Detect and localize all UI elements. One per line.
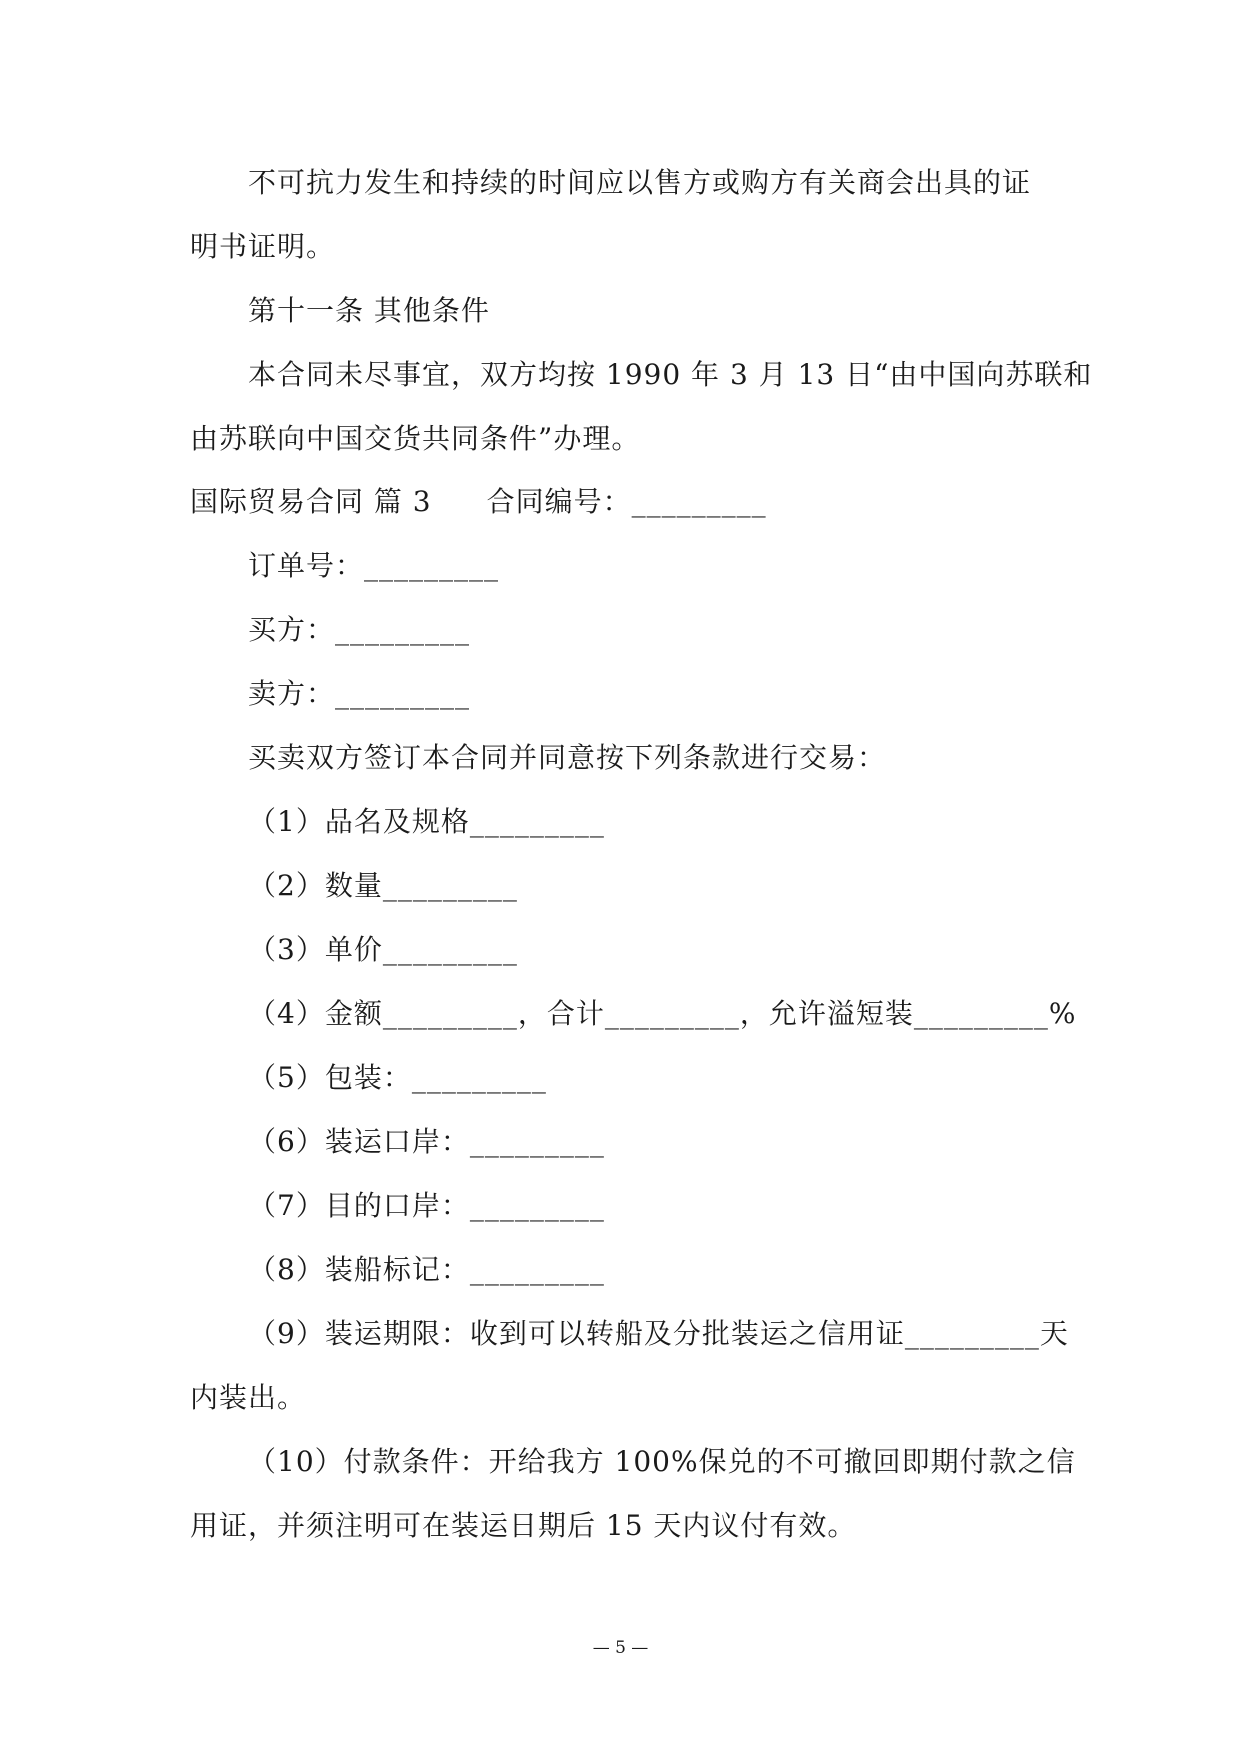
clause-9-shipment-period-line-1: （9）装运期限：收到可以转船及分批装运之信用证_________天	[248, 1317, 1069, 1350]
article-eleven-heading: 第十一条 其他条件	[248, 294, 490, 327]
paragraph-other-conditions-line-1: 本合同未尽事宜，双方均按 1990 年 3 月 13 日“由中国向苏联和	[248, 358, 1093, 391]
contract-number-field: 合同编号：_________	[486, 485, 767, 518]
paragraph-force-majeure-line-2: 明书证明。	[190, 230, 336, 263]
clause-3-unit-price: （3）单价_________	[248, 933, 518, 966]
order-number-field: 订单号：_________	[248, 549, 500, 582]
contract-title-row	[190, 477, 1241, 527]
agreement-statement: 买卖双方签订本合同并同意按下列条款进行交易：	[248, 741, 887, 774]
clause-10-payment-terms-line-1: （10）付款条件：开给我方 100%保兑的不可撤回即期付款之信	[248, 1445, 1076, 1478]
clause-7-destination-port: （7）目的口岸：_________	[248, 1189, 605, 1222]
clause-2-quantity: （2）数量_________	[248, 869, 518, 902]
clause-9-shipment-period-line-2: 内装出。	[190, 1381, 307, 1414]
clause-6-loading-port: （6）装运口岸：_________	[248, 1125, 605, 1158]
clause-4-amount: （4）金额_________，合计_________，允许溢短装_________%	[248, 997, 1077, 1030]
contract-title: 国际贸易合同 篇 3	[190, 485, 432, 518]
clause-1-product-spec: （1）品名及规格_________	[248, 805, 605, 838]
page-number: — 5 —	[592, 1638, 649, 1658]
seller-field: 卖方：_________	[248, 677, 471, 710]
clause-10-payment-terms-line-2: 用证，并须注明可在装运日期后 15 天内议付有效。	[190, 1509, 857, 1542]
clause-8-shipping-marks: （8）装船标记：_________	[248, 1253, 605, 1286]
buyer-field: 买方：_________	[248, 613, 471, 646]
paragraph-force-majeure-line-1: 不可抗力发生和持续的时间应以售方或购方有关商会出具的证	[248, 166, 1032, 199]
clause-5-packing: （5）包装：_________	[248, 1061, 547, 1094]
paragraph-other-conditions-line-2: 由苏联向中国交货共同条件”办理。	[190, 422, 641, 455]
